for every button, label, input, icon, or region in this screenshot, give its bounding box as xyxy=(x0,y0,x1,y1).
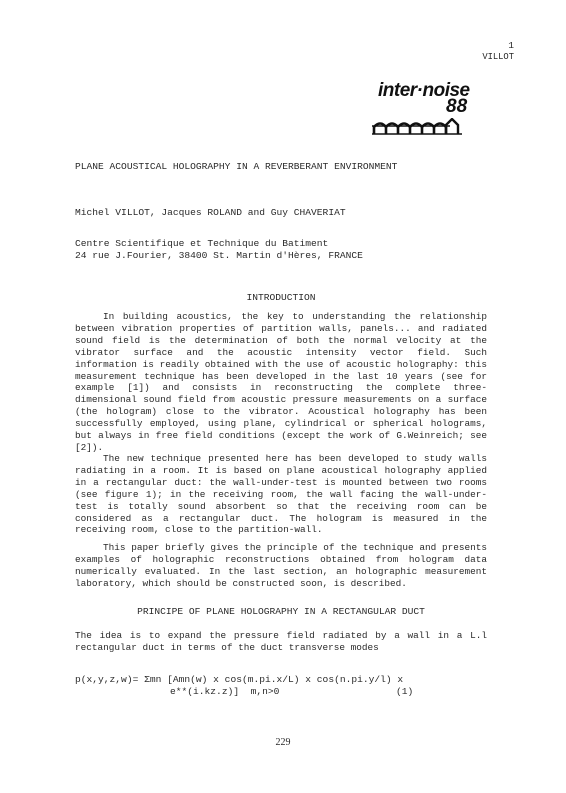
affiliation-line-1: Centre Scientifique et Technique du Batiment xyxy=(75,238,329,249)
equation-number: (1) xyxy=(396,686,414,697)
equation-line-2: e**(i.kz.z)] m,n>0 xyxy=(170,686,280,697)
intro-paragraph-2: The new technique presented here has been developed to study walls radiating in a room. It is based on plane acoustical holography applied in a rectangular duct: the wall-under-test is mounted between two rooms (see figure 1); in the receiving room, the wall facing the wall-under-test is totally sound absorbent so that the receiving room can be considered as a rectangular duct. The hologram is measured in the receiving room, close to the partition-wall. xyxy=(75,453,487,536)
principle-paragraph-1: The idea is to expand the pressure field radiated by a wall in a L.l rectangular duct in terms of the duct transverse modes xyxy=(75,630,487,653)
section-heading-principle: PRINCIPE OF PLANE HOLOGRAPHY IN A RECTANGULAR DUCT xyxy=(137,606,425,617)
intro-paragraph-3: This paper briefly gives the principle of the technique and presents examples of holographic reconstructions obtained from hologram data numerically evaluated. In the last section, an holographic measurement laboratory, which should be constructed soon, is described. xyxy=(75,542,487,589)
page-ref: 1 xyxy=(508,40,514,51)
paper-title: PLANE ACOUSTICAL HOLOGRAPHY IN A REVERBERANT ENVIRONMENT xyxy=(75,161,398,172)
author-list: Michel VILLOT, Jacques ROLAND and Guy CHAVERIAT xyxy=(75,207,346,218)
section-heading-introduction: INTRODUCTION xyxy=(246,292,316,303)
intro-paragraph-1: In building acoustics, the key to understanding the relationship between vibration properties of partition walls, panels... and radiated sound field is the determination of both the normal velocity at the vibrator surface and the acoustic intensity vector field. Such information is readily obtained with the use of acoustic holography: this measurement technique has been developed in the last 10 years (see for example [1]) and consists in reconstructing the complete three-dimensional sound field from acoustic pressure measurements on a surface (the hologram) close to the vibrator. Acoustical holography has been successfully employed, using plane, cylindrical or spherical holograms, but always in free field conditions (except the work of G.Weinreich; see [2]). xyxy=(75,311,487,453)
logo-year: 88 xyxy=(446,96,468,117)
logo-wordmark: inter·noise xyxy=(378,80,470,101)
page-number: 229 xyxy=(275,737,291,748)
affiliation-line-2: 24 rue J.Fourier, 38400 St. Martin d'Hères, FRANCE xyxy=(75,250,363,261)
author-tag: VILLOT xyxy=(482,52,514,62)
internoise-logo xyxy=(372,80,492,138)
equation-line-1: p(x,y,z,w)= Σmn [Amn(w) x cos(m.pi.x/L) x cos(n.pi.y/l) x xyxy=(75,674,404,685)
bridge-logo-icon xyxy=(372,118,492,136)
